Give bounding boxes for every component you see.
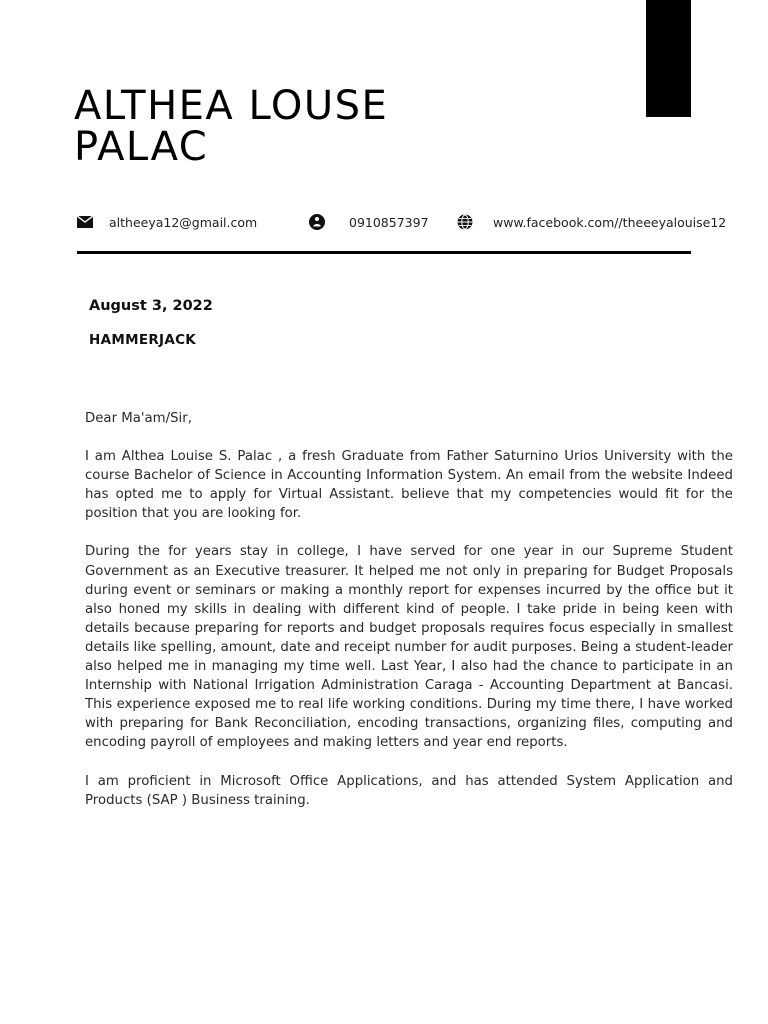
applicant-name [74, 83, 389, 170]
paragraph-skills: I am proficient in Microsoft Office Applications, and has attended System Application and Products (SAP ) Business training. [85, 773, 733, 808]
contact-email [77, 214, 257, 230]
paragraph-intro: I am Althea Louise S. Palac , a fresh Graduate from Father Saturnino Urios University with the course Bachelor of Science in Accounting Information System. An email from the website Indeed has opted me to apply for Virtual Assistant. believe that my competencies would fit for the position that you are looking for. [85, 449, 733, 522]
email-text[interactable]: altheeya12@gmail.com [109, 214, 258, 230]
paragraph-experience: During the for years stay in college, I have served for one year in our Supreme Student Government as an Executive treasurer. It helped me not only in preparing for Budget Proposals during event or seminars or making a monthly report for expenses incurred by the office but it also honed my skills in dealing with different kind of people. I take pride in being keen with details because preparing for reports and budget proposals requires focus especially in smallest details like spelling, amount, date and receipt number for audit purposes. Being a student-leader also helped me in managing my time well. Last Year, I also had the chance to participate in an Internship with National Irrigation Administration Caraga - Accounting Department at Bancasi. This experience exposed me to real life working conditions. During my time there, I have worked with preparing for Bank Reconciliation, encoding transactions, organizing files, computing and encoding payroll of employees and making letters and year end reports. [85, 544, 733, 751]
contact-website [457, 214, 726, 230]
person-icon [309, 214, 325, 230]
header-divider [77, 251, 691, 254]
letter-body [85, 409, 733, 829]
letter-recipient: HAMMERJACK [89, 332, 197, 348]
salutation: Dear Ma'am/Sir, [85, 411, 192, 426]
header-accent-bar [646, 0, 691, 117]
letter-date: August 3, 2022 [89, 298, 213, 314]
name-line-2: PALAC [74, 124, 209, 170]
website-link[interactable]: www.facebook.com//theeeyalouise12 [493, 214, 727, 230]
contact-phone [309, 214, 429, 230]
envelope-icon [77, 214, 93, 230]
phone-text: 0910857397 [349, 214, 429, 230]
globe-icon [457, 214, 473, 230]
name-line-1: ALTHEA LOUSE [74, 83, 389, 129]
